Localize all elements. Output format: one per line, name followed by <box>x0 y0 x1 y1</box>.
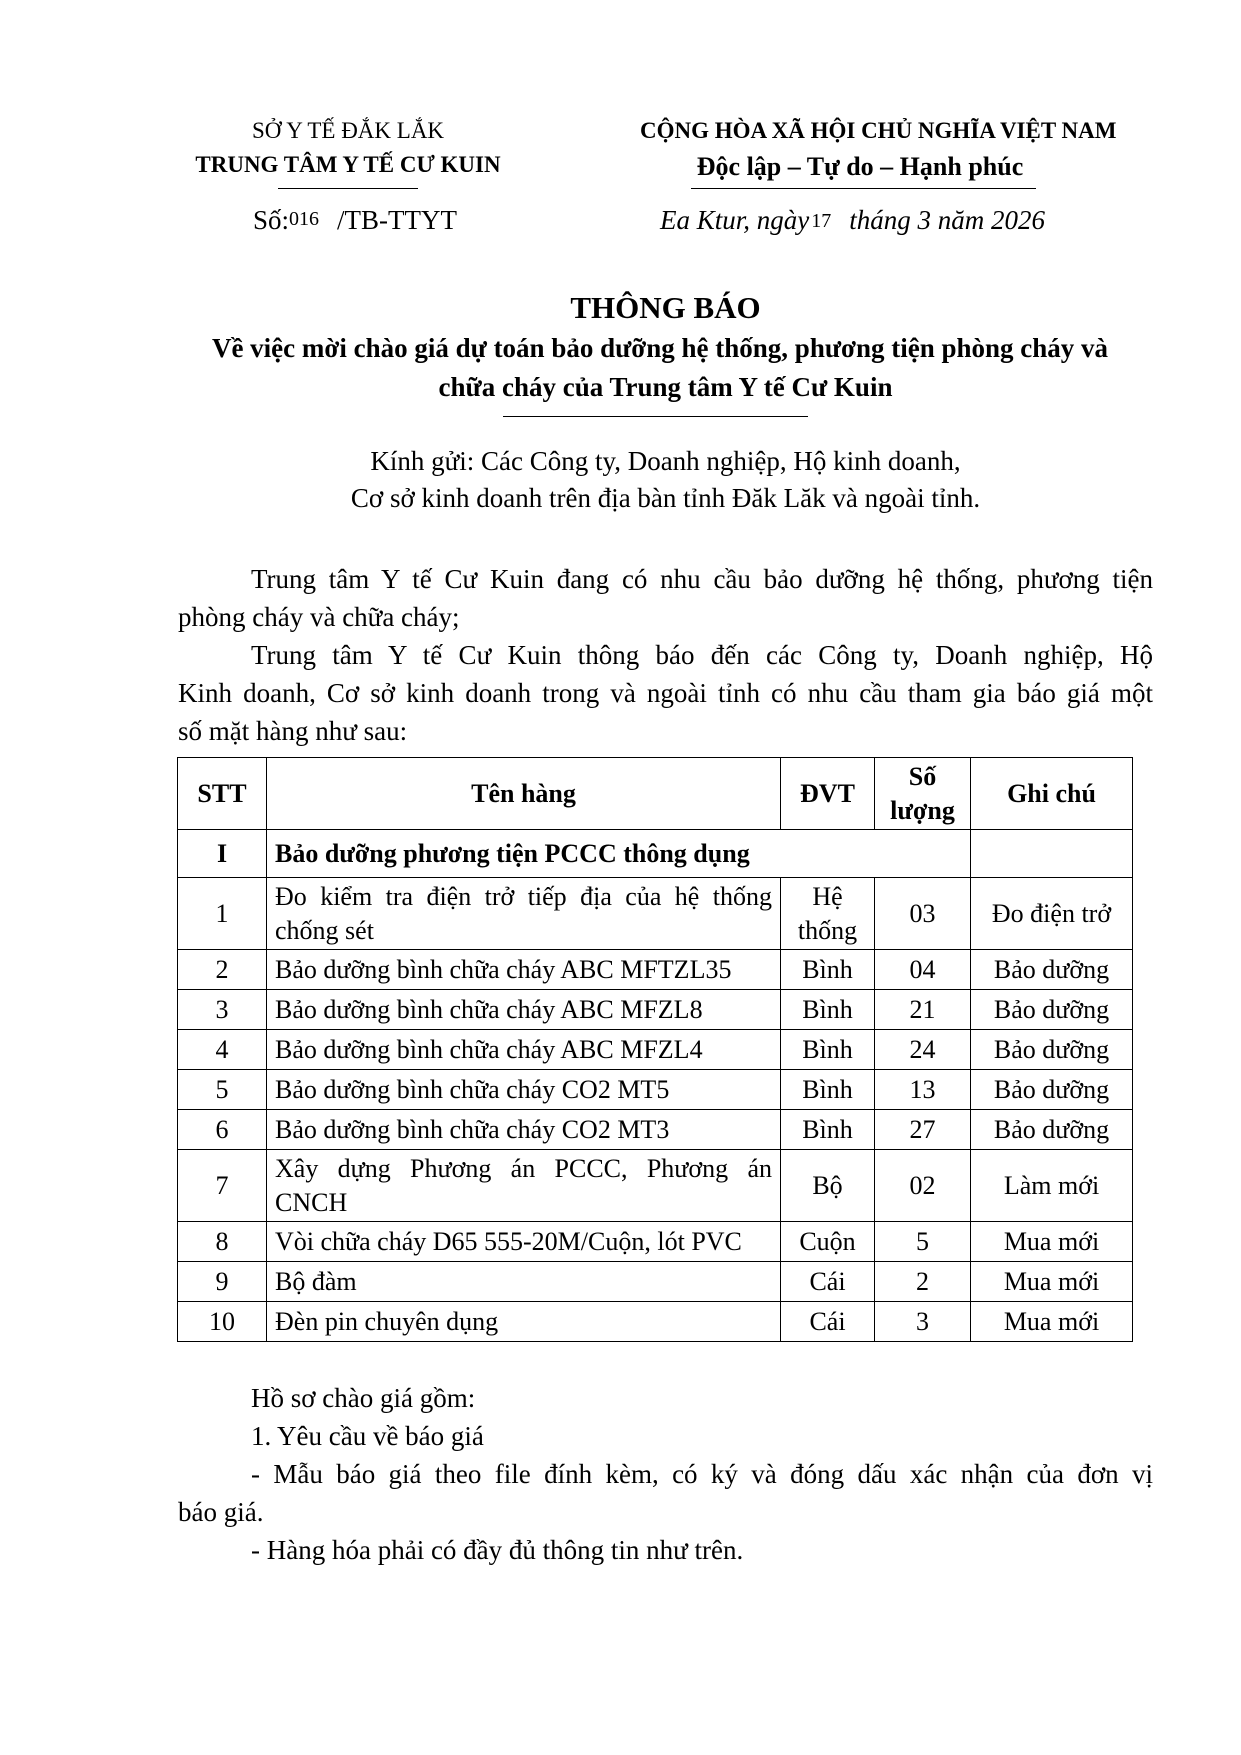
row-unit: Bình <box>781 1030 875 1070</box>
requirements-line-3b: báo giá. <box>178 1497 264 1527</box>
paragraph-1-line1: Trung tâm Y tế Cư Kuin đang có nhu cầu bảo dưỡng hệ thống, phương tiện <box>251 564 1153 594</box>
section-note <box>971 830 1133 878</box>
row-unit: Bình <box>781 990 875 1030</box>
row-note: Bảo dưỡng <box>971 990 1133 1030</box>
row-name: Vòi chữa cháy D65 555-20M/Cuộn, lót PVC <box>267 1222 781 1262</box>
row-stt: 5 <box>178 1070 267 1110</box>
row-qty: 24 <box>875 1030 971 1070</box>
table-header-row <box>178 758 1133 830</box>
table-row <box>178 1222 1133 1262</box>
row-qty: 21 <box>875 990 971 1030</box>
table-section-row <box>178 830 1133 878</box>
row-qty: 5 <box>875 1222 971 1262</box>
doc-subject-line2: chữa cháy của Trung tâm Y tế Cư Kuin <box>438 372 893 402</box>
row-stt: 6 <box>178 1110 267 1150</box>
date-rest: tháng 3 năm 2026 <box>849 205 1046 235</box>
row-note: Mua mới <box>971 1302 1133 1342</box>
section-stt: I <box>178 830 267 878</box>
row-name: Đèn pin chuyên dụng <box>267 1302 781 1342</box>
items-table <box>177 757 1133 1342</box>
doc-subject-line1: Về việc mời chào giá dự toán bảo dưỡng hệ thống, phương tiện phòng cháy và <box>211 333 1109 363</box>
requirements-section <box>178 1379 1153 1569</box>
row-unit: Bộ <box>781 1150 875 1222</box>
doc-number-suffix: /TB-TTYT <box>337 205 458 235</box>
row-unit: Cái <box>781 1302 875 1342</box>
table-row <box>178 1302 1133 1342</box>
row-name: Bảo dưỡng bình chữa cháy ABC MFTZL35 <box>267 950 781 990</box>
row-stt: 8 <box>178 1222 267 1262</box>
row-stt: 4 <box>178 1030 267 1070</box>
org-parent: SỞ Y TẾ ĐẮK LẮK <box>251 118 445 143</box>
header-stt: STT <box>178 758 267 830</box>
row-stt: 9 <box>178 1262 267 1302</box>
paragraph-1-line2: phòng cháy và chữa cháy; <box>178 602 460 632</box>
paragraph-2-line1: Trung tâm Y tế Cư Kuin thông báo đến các Công ty, Doanh nghiệp, Hộ <box>251 640 1153 670</box>
doc-number-prefix: Số: <box>253 205 290 235</box>
row-name: Đo kiểm tra điện trở tiếp địa của hệ thống chống sét <box>267 878 781 950</box>
row-qty: 3 <box>875 1302 971 1342</box>
paragraph-2-line2: Kinh doanh, Cơ sở kinh doanh trong và ngoài tỉnh có nhu cầu tham gia báo giá một <box>178 678 1153 708</box>
row-unit: Cuộn <box>781 1222 875 1262</box>
header-unit: ĐVT <box>781 758 875 830</box>
table-row <box>178 1070 1133 1110</box>
table-row <box>178 1262 1133 1302</box>
row-note: Mua mới <box>971 1262 1133 1302</box>
recipients-line2: Cơ sở kinh doanh trên địa bàn tỉnh Đăk Lăk và ngoài tỉnh. <box>350 483 981 513</box>
row-unit: Hệ thống <box>781 878 875 950</box>
row-name: Bảo dưỡng bình chữa cháy CO2 MT3 <box>267 1110 781 1150</box>
org-name: TRUNG TÂM Y TẾ CƯ KUIN <box>195 152 501 177</box>
title-underline <box>503 416 808 417</box>
date-day: 17 <box>811 210 832 232</box>
row-qty: 02 <box>875 1150 971 1222</box>
row-name: Bảo dưỡng bình chữa cháy CO2 MT5 <box>267 1070 781 1110</box>
date-line <box>660 205 1045 236</box>
row-stt: 7 <box>178 1150 267 1222</box>
table-row <box>178 1110 1133 1150</box>
row-qty: 13 <box>875 1070 971 1110</box>
row-note: Bảo dưỡng <box>971 950 1133 990</box>
row-name: Bảo dưỡng bình chữa cháy ABC MFZL4 <box>267 1030 781 1070</box>
row-unit: Bình <box>781 1070 875 1110</box>
row-unit: Bình <box>781 950 875 990</box>
row-note: Làm mới <box>971 1150 1133 1222</box>
doc-title: THÔNG BÁO <box>570 290 761 325</box>
row-qty: 2 <box>875 1262 971 1302</box>
country-name: CỘNG HÒA XÃ HỘI CHỦ NGHĨA VIỆT NAM <box>640 118 1117 143</box>
row-note: Bảo dưỡng <box>971 1030 1133 1070</box>
paragraph-2-line3: số mặt hàng như sau: <box>178 716 408 746</box>
paragraph-2 <box>178 636 1153 750</box>
doc-number <box>253 205 457 236</box>
row-stt: 3 <box>178 990 267 1030</box>
doc-number-value: 016 <box>289 208 320 230</box>
requirements-line-3a: - Mẫu báo giá theo file đính kèm, có ký và đóng dấu xác nhận của đơn vị <box>251 1459 1153 1489</box>
row-stt: 1 <box>178 878 267 950</box>
row-unit: Cái <box>781 1262 875 1302</box>
paragraph-1 <box>178 560 1153 636</box>
org-underline <box>278 188 418 189</box>
header-note: Ghi chú <box>971 758 1133 830</box>
motto: Độc lập – Tự do – Hạnh phúc <box>696 152 1024 181</box>
row-note: Đo điện trở <box>971 878 1133 950</box>
row-qty: 04 <box>875 950 971 990</box>
header-name: Tên hàng <box>267 758 781 830</box>
row-name: Bộ đàm <box>267 1262 781 1302</box>
table-row <box>178 950 1133 990</box>
table-row <box>178 1030 1133 1070</box>
row-note: Bảo dưỡng <box>971 1070 1133 1110</box>
recipients-line1: Kính gửi: Các Công ty, Doanh nghiệp, Hộ kinh doanh, <box>370 446 961 476</box>
table-row <box>178 1150 1133 1222</box>
row-note: Bảo dưỡng <box>971 1110 1133 1150</box>
table-row <box>178 990 1133 1030</box>
row-name: Xây dựng Phương án PCCC, Phương án CNCH <box>267 1150 781 1222</box>
requirements-heading: Hồ sơ chào giá gồm: <box>251 1383 476 1413</box>
header-qty: Số lượng <box>875 758 971 830</box>
table-row <box>178 878 1133 950</box>
row-qty: 03 <box>875 878 971 950</box>
date-place: Ea Ktur, ngày <box>660 205 810 235</box>
row-name: Bảo dưỡng bình chữa cháy ABC MFZL8 <box>267 990 781 1030</box>
section-name: Bảo dưỡng phương tiện PCCC thông dụng <box>267 830 971 878</box>
row-unit: Bình <box>781 1110 875 1150</box>
motto-underline <box>691 188 1036 189</box>
requirements-line-4: - Hàng hóa phải có đầy đủ thông tin như trên. <box>251 1535 744 1565</box>
row-note: Mua mới <box>971 1222 1133 1262</box>
row-stt: 10 <box>178 1302 267 1342</box>
row-qty: 27 <box>875 1110 971 1150</box>
row-stt: 2 <box>178 950 267 990</box>
requirements-item-1: 1. Yêu cầu về báo giá <box>251 1421 484 1451</box>
